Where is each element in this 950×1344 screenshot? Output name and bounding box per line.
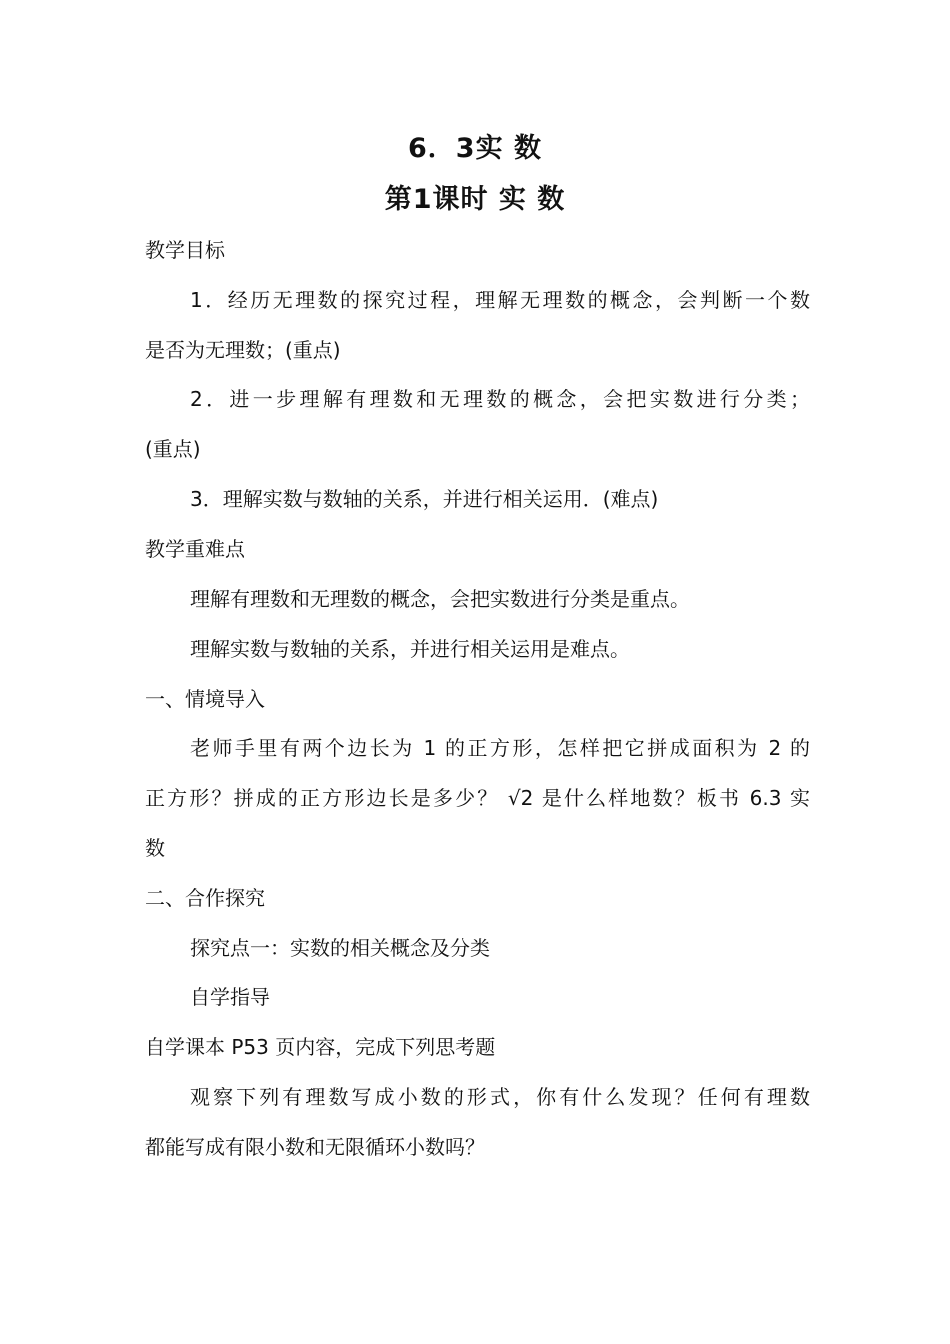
paragraph-line: 理解实数与数轴的关系，并进行相关运用是难点。 (190, 637, 630, 661)
paragraph-line: (重点) (145, 437, 201, 461)
paragraph-line: 理解有理数和无理数的概念，会把实数进行分类是重点。 (190, 587, 690, 611)
subheading-exploration-point: 探究点一：实数的相关概念及分类 (190, 936, 490, 960)
subheading-self-study: 自学指导 (190, 985, 270, 1009)
paragraph-line: 都能写成有限小数和无限循环小数吗？ (145, 1135, 485, 1159)
paragraph-line: 3．理解实数与数轴的关系，并进行相关运用．(难点) (190, 487, 659, 511)
page-title: 6．3实 数 (408, 133, 542, 164)
heading-key-difficulties: 教学重难点 (145, 537, 245, 561)
paragraph-line: 1．经历无理数的探究过程，理解无理数的概念，会判断一个数 (190, 288, 810, 312)
heading-cooperative-exploration: 二、合作探究 (145, 886, 265, 910)
page-subtitle: 第1课时 实 数 (384, 184, 566, 215)
paragraph-line: 观察下列有理数写成小数的形式，你有什么发现？任何有理数 (190, 1085, 810, 1109)
paragraph-line: 2．进一步理解有理数和无理数的概念，会把实数进行分类； (190, 387, 810, 411)
heading-teaching-goals: 教学目标 (145, 238, 225, 262)
paragraph-line: 是否为无理数；(重点) (145, 338, 341, 362)
paragraph-line: 正方形？拼成的正方形边长是多少？ √2 是什么样地数？板书 6.3 实 (145, 786, 810, 810)
paragraph-line: 自学课本 P53 页内容，完成下列思考题 (145, 1035, 496, 1059)
heading-situation-intro: 一、情境导入 (145, 687, 265, 711)
paragraph-line: 数 (145, 836, 165, 860)
paragraph-line: 老师手里有两个边长为 1 的正方形，怎样把它拼成面积为 2 的 (190, 736, 810, 760)
